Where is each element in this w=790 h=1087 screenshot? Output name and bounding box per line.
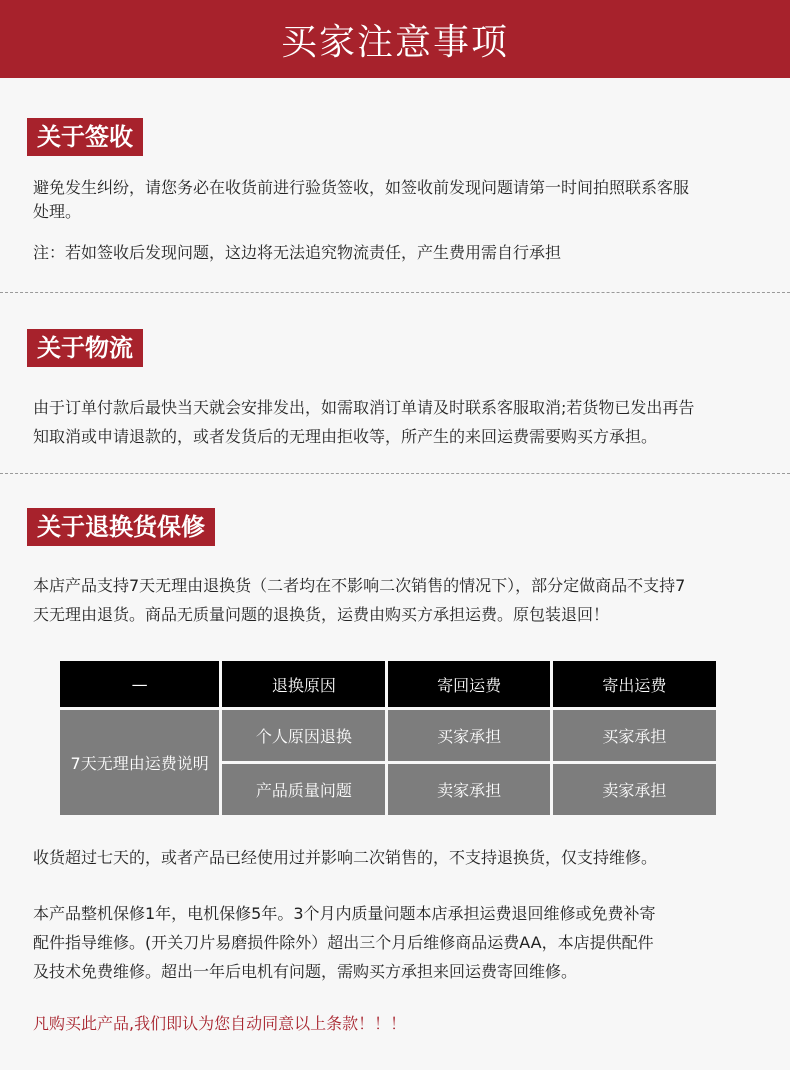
section-tag-returns: 关于退换货保修 — [27, 508, 215, 546]
table-cell: 卖家承担 — [388, 764, 549, 815]
table-cell: 个人原因退换 — [222, 710, 385, 761]
section-tag-sign: 关于签收 — [27, 118, 143, 156]
table-row-label: 7天无理由运费说明 — [60, 710, 219, 815]
table-cell: 产品质量问题 — [222, 764, 385, 815]
page-title: 买家注意事项 — [280, 21, 509, 63]
section-tag-logistics: 关于物流 — [27, 329, 143, 367]
table-cell: 买家承担 — [388, 710, 549, 761]
section-divider — [0, 473, 790, 474]
logistics-paragraph — [33, 393, 743, 451]
agreement-notice: 凡购买此产品,我们即认为您自动同意以上条款！！！ — [33, 1014, 407, 1033]
return-shipping-table — [57, 658, 719, 818]
after-table-note: 收货超过七天的，或者产品已经使用过并影响二次销售的，不支持退换货，仅支持维修。 — [33, 848, 658, 867]
table-header-row — [60, 661, 716, 707]
section-divider — [0, 292, 790, 293]
warranty-line-1: 本产品整机保修1年，电机保修5年。3个月内质量问题本店承担运费退回维修或免费补寄 — [33, 904, 656, 923]
table-header-cell: 寄出运费 — [553, 661, 716, 707]
table-cell: 卖家承担 — [553, 764, 716, 815]
logistics-line-2: 知取消或申请退款的，或者发货后的无理由拒收等，所产生的来回运费需要购买方承担。 — [33, 427, 658, 446]
sign-note: 注：若如签收后发现问题，这边将无法追究物流责任，产生费用需自行承担 — [33, 243, 562, 262]
sign-line-2: 处理。 — [33, 202, 82, 221]
table-header-cell: 退换原因 — [222, 661, 385, 707]
table-header-cell: — — [60, 661, 219, 707]
returns-line-2: 天无理由退货。商品无质量问题的退换货，运费由购买方承担运费。原包装退回！ — [33, 605, 610, 624]
returns-line-1: 本店产品支持7天无理由退换货（二者均在不影响二次销售的情况下），部分定做商品不支持7 — [33, 576, 686, 595]
table-row — [60, 710, 716, 761]
warranty-paragraph — [33, 899, 743, 986]
bottom-strip — [0, 1070, 790, 1087]
warranty-line-3: 及技术免费维修。超出一年后电机有问题，需购买方承担来回运费寄回维修。 — [33, 962, 578, 981]
sign-paragraph — [33, 176, 743, 224]
table-header-cell: 寄回运费 — [388, 661, 549, 707]
warranty-line-2: 配件指导维修。(开关刀片易磨损件除外）超出三个月后维修商品运费AA，本店提供配件 — [33, 933, 654, 952]
returns-paragraph — [33, 571, 743, 629]
logistics-line-1: 由于订单付款后最快当天就会安排发出，如需取消订单请及时联系客服取消;若货物已发出再告 — [33, 398, 695, 417]
table-cell: 买家承担 — [553, 710, 716, 761]
header-banner — [0, 0, 790, 78]
sign-line-1: 避免发生纠纷，请您务必在收货前进行验货签收，如签收前发现问题请第一时间拍照联系客服 — [33, 178, 690, 197]
